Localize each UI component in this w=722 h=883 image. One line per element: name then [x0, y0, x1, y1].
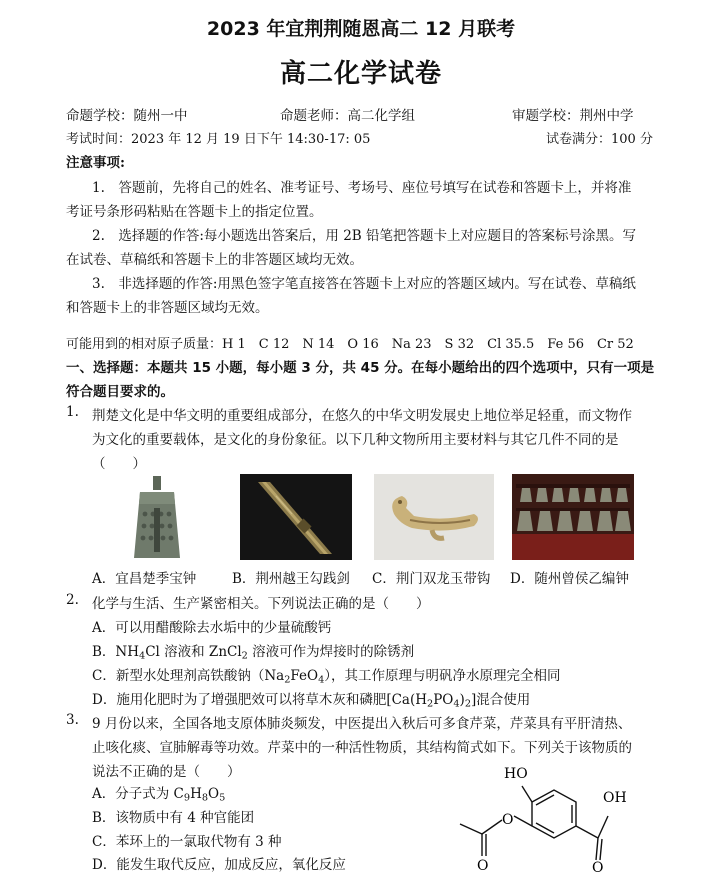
structure-label-oh: OH — [603, 790, 627, 806]
q3-option-d: D．能发生取代反应，加成反应，氧化反应 — [92, 857, 346, 873]
bronze-sword-image — [240, 474, 352, 560]
full-score: 试卷满分：100 分 — [546, 132, 653, 147]
q2-option-a: A．可以用醋酸除去水垢中的少量硫酸钙 — [92, 620, 332, 636]
q3-option-c: C．苯环上的一氯取代物有 3 种 — [92, 834, 282, 850]
atomic-masses: 可能用到的相对原子质量：H 1 C 12 N 14 O 16 Na 23 S 32 Cl 35.5 Fe 56 Cr 52 — [66, 337, 634, 352]
molecular-structure — [450, 760, 640, 872]
q1-option-c: C．荆门双龙玉带钩 — [372, 571, 491, 587]
q3-stem-line-2: 止咳化痰、宣肺解毒等功效。芹菜中的一种活性物质，其结构简式如下。下列关于该物质的 — [92, 740, 632, 756]
q3-option-a: A．分子式为 $C_9H_8O_5$ — [92, 786, 226, 804]
q1-number: 1. — [66, 404, 79, 420]
structure-label-acid-o: O — [592, 860, 604, 872]
note-2-line-2: 在试卷、草稿纸和答题卡上的非答题区域均无效。 — [66, 252, 363, 268]
q3-stem-line-1: 9 月份以来，全国各地支原体肺炎频发，中医提出入秋后可多食芹菜，芹菜具有平肝清热、 — [92, 716, 632, 732]
note-1-line-2: 考证号条形码粘贴在答题卡上的指定位置。 — [66, 204, 323, 220]
teacher-label: 命题老师：高二化学组 — [280, 108, 415, 124]
exam-time: 考试时间：2023 年 12 月 19 日下午 14:30-17: 05 — [66, 132, 371, 147]
exam-title: 2023 年宜荆荆随恩高二 12 月联考 — [206, 18, 516, 40]
q3-stem-line-3: 说法不正确的是（ ） — [92, 764, 241, 780]
q2-option-d: D．施用化肥时为了增强肥效可以将草木灰和磷肥$[Ca(H_2PO_4)_2]$混合使用 — [92, 692, 531, 710]
note-1-line-1: 1. 答题前，先将自己的姓名、准考证号、考场号、座位号填写在试卷和答题卡上，并将准 — [92, 180, 632, 196]
q1-answer-blank: （ ） — [92, 456, 146, 472]
structure-label-ho: HO — [504, 766, 528, 782]
q2-option-b: B．$NH_4Cl$ 溶液和 ZnCl$_2$ 溶液可作为焊接时的除锈剂 — [92, 644, 415, 662]
structure-label-ester-o: O — [502, 812, 514, 828]
q3-option-b: B．该物质中有 4 种官能团 — [92, 810, 255, 826]
q3-number: 3. — [66, 712, 79, 728]
q1-option-a: A．宜昌楚季宝钟 — [92, 571, 197, 587]
note-2-line-1: 2. 选择题的作答:每小题选出答案后，用 2B 铅笔把答题卡上对应题目的答案标号涂黑。写 — [92, 228, 637, 244]
q2-option-c: C．新型水处理剂高铁酸钠$(Na_2FeO_4)$，其工作原理与明矾净水原理完全相同 — [92, 668, 561, 686]
q1-option-b: B．荆州越王勾践剑 — [232, 571, 350, 587]
notes-heading: 注意事项: — [66, 155, 125, 171]
paper-title: 高二化学试卷 — [279, 59, 442, 89]
section-1-line-2: 符合题目要求的。 — [66, 384, 174, 400]
q2-stem: 化学与生活、生产紧密相关。下列说法正确的是（ ） — [92, 596, 430, 612]
bronze-bell-image — [128, 474, 186, 560]
q1-stem-line-2: 为文化的重要载体，是文化的身份象征。以下几种文物所用主要材料与其它几件不同的是 — [92, 432, 619, 448]
chime-bells-image — [512, 474, 634, 560]
note-3-line-2: 和答题卡上的非答题区域均无效。 — [66, 300, 269, 316]
q2-number: 2. — [66, 592, 79, 608]
reviewer-label: 审题学校：荆州中学 — [512, 108, 634, 124]
jade-belt-hook-image — [374, 474, 494, 560]
structure-label-carbonyl-o: O — [477, 858, 489, 872]
q1-stem-line-1: 荆楚文化是中华文明的重要组成部分，在悠久的中华文明发展史上地位举足轻重，而文物作 — [92, 408, 632, 424]
section-1-line-1: 一、选择题：本题共 15 小题，每小题 3 分，共 45 分。在每小题给出的四个选项中，只有一项是 — [66, 360, 655, 376]
note-3-line-1: 3. 非选择题的作答:用黑色签字笔直接答在答题卡上对应的答题区域内。写在试卷、草稿纸 — [92, 276, 636, 292]
q1-option-d: D．随州曾侯乙编钟 — [510, 571, 629, 587]
school-label: 命题学校：随州一中 — [66, 108, 188, 124]
